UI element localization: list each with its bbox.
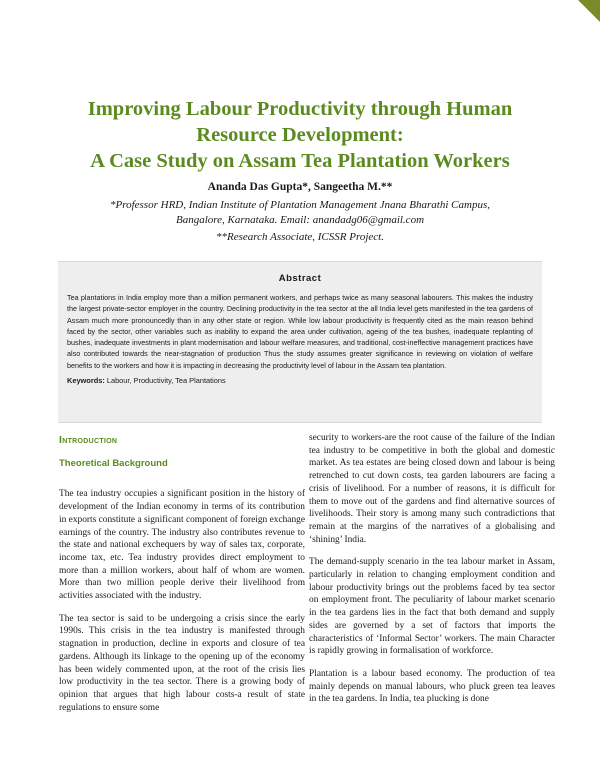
title-line-2: Resource Development: [196,124,404,146]
affiliation-line-1: *Professor HRD, Indian Institute of Plantation Management Jnana Bharathi Campus, [110,199,490,211]
author-names: Ananda Das Gupta*, Sangeetha M.** [207,181,393,193]
abstract-box [58,261,542,423]
title-line-3: A Case Study on Assam Tea Plantation Workers [90,150,510,172]
body-paragraph: security to workers-are the root cause of the failure of the Indian tea industry to be competitive in both the global and domestic market. As tea estates are being closed down and labour is being retrenched to cut down costs, tea garden labourers are facing a crisis of livelihood. For a number of reasons, it is difficult for them to move out of the gardens and find alternative sources of livelihoods. Their story is among many such contradictions that remain at the margins of the narratives of a globalising and ‘shining’ India. [309,433,555,545]
paper-title [40,96,560,174]
abstract-heading: Abstract [278,273,322,284]
affiliation-line-2: Bangalore, Karnataka. Email: anandadg06@gmail.com [175,214,425,226]
left-column [59,430,305,724]
keywords-line [67,376,533,385]
right-column [309,432,555,716]
corner-decoration [578,0,600,22]
affiliation-line-3: **Research Associate, ICSSR Project. [216,231,384,243]
abstract-text: Tea plantations in India employ more than a million permanent workers, and perhaps twice as many seasonal labourers. This makes the industry the largest private-sector employer in the country. Declining productivity in the tea sector at the all India level gets manifested in the tea gardens of Assam much more pronouncedly than in any other state or region. While low labour productivity is frequently cited as the main reason behind faced by the sector, other variables such as inability to expand the area under cultivation, ageing of the tea bushes, inadequate replanting of bushes, inadequate investments in plant modernisation and labour welfare measures, and traditional, cost-ineffective management practices have also contributed towards the near-stagnation of production Thus the study assumes greater significance in reviewing on violation of welfare benefits to the workers and how it is impacting in decreasing the productivity level of labour in the Assam tea plantation. [67,293,533,370]
title-line-1: Improving Labour Productivity through Human [87,98,513,120]
body-paragraph: The tea industry occupies a significant position in the history of development of the Indian economy in terms of its contribution in exports constitute a significant component of foreign exchange earnings of the country. The industry also contributes revenue to the state and national exchequers by way of sales tax, corporate, income tax, etc. Tea industry provides direct employment to more than a million workers, about half of whom are women. More than two million people derive their livelihood from activities associated with the industry. [59,489,305,602]
body-paragraph: Plantation is a labour based economy. The production of tea mainly depends on manual labours, who pluck green tea leaves in the tea gardens. In India, tea plucking is done [309,668,555,705]
keywords-label: Keywords: [67,376,105,386]
subsection-heading: Theoretical Background [59,457,168,469]
keywords-list: Labour, Productivity, Tea Plantations [104,376,226,386]
body-paragraph: The demand-supply scenario in the tea labour market in Assam, particularly in relation to changing employment condition and labour productivity brings out the problems faced by tea sector on employment front. The peculiarity of labour market scenario in the tea gardens lies in the fact that both demand and supply sides are governed by a set of factors that imports the characteristics of ‘Informal Sector’ workers. The main Character is rapidly growing in formalisation of workforce. [309,557,555,657]
section-heading: Introduction [59,434,118,446]
body-paragraph: The tea sector is said to be undergoing a crisis since the early 1990s. This crisis in the tea industry is manifested through stagnation in production, decline in exports and closure of tea gardens. Although its linkage to the opening up of the economy has been widely commented upon, at the root of the crisis lies low productivity in the tea sector. There is a growing body of opinion that argues that high labour costs-a result of state regulations to ensure some [59,613,305,713]
